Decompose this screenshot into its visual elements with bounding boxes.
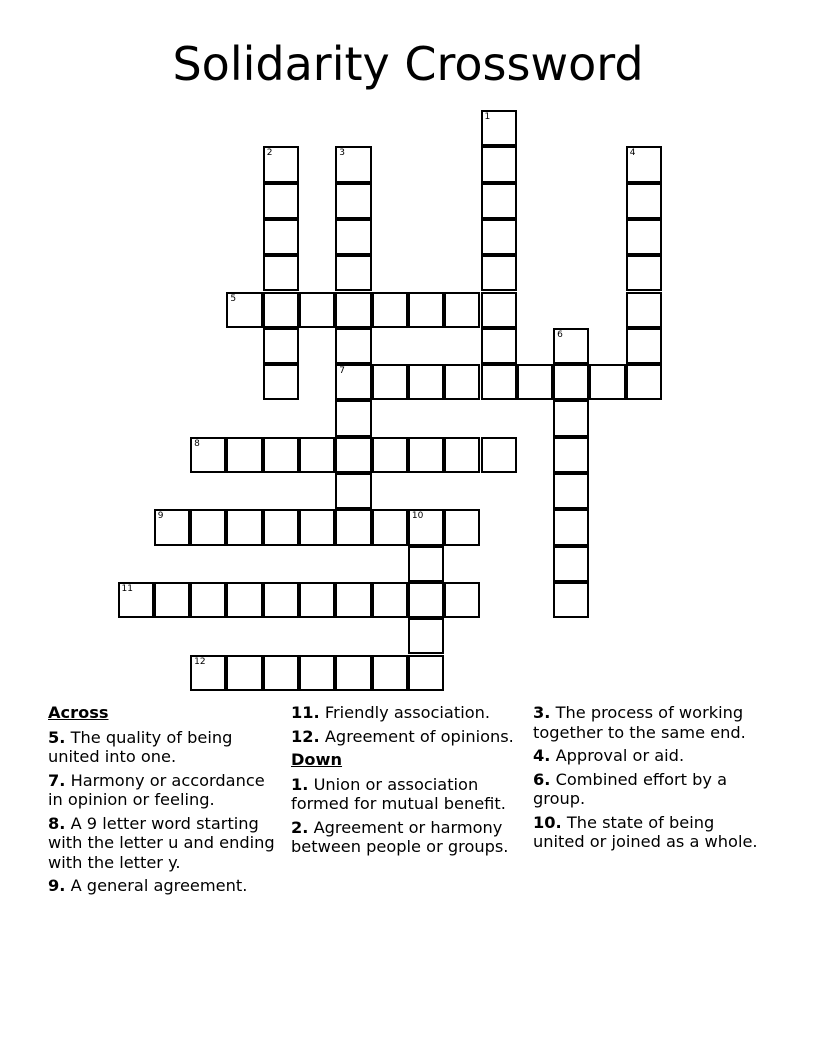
grid-cell[interactable]	[626, 219, 662, 255]
page-title: Solidarity Crossword	[172, 37, 644, 91]
clue-number: 1	[484, 112, 491, 122]
clue-down-4: 4. Approval or aid.	[533, 746, 685, 765]
clue-number: 12	[194, 656, 206, 667]
grid-cell[interactable]	[335, 183, 371, 219]
grid-cell[interactable]	[263, 655, 299, 691]
grid-cell[interactable]	[335, 364, 371, 400]
grid-cell[interactable]	[481, 183, 517, 219]
clues-column-2	[291, 703, 523, 861]
grid-cell[interactable]	[226, 509, 262, 545]
grid-cell[interactable]	[263, 509, 299, 545]
grid-cell[interactable]	[589, 364, 625, 400]
grid-cell[interactable]	[190, 582, 226, 618]
clue-down-1: 1. Union or association formed for mutual benefit.	[291, 774, 506, 813]
clue-number: 3	[339, 148, 346, 159]
clue-number: 11	[121, 583, 133, 594]
grid-cell[interactable]	[335, 437, 371, 473]
grid-cell[interactable]	[553, 509, 589, 545]
grid-cell[interactable]	[263, 437, 299, 473]
clue-number: 5	[230, 293, 237, 304]
grid-cell[interactable]	[408, 364, 444, 400]
clue-down-10: 10. The state of being united or joined as a whole.	[533, 812, 758, 851]
grid-cell[interactable]	[263, 582, 299, 618]
grid-cell[interactable]	[444, 292, 480, 328]
clue-across-11: 11. Friendly association.	[291, 703, 491, 722]
grid-cell[interactable]	[626, 292, 662, 328]
grid-cell[interactable]	[553, 328, 589, 364]
grid-cell[interactable]	[226, 582, 262, 618]
clue-number: 4	[629, 148, 636, 159]
grid-cell[interactable]	[299, 437, 335, 473]
grid-cell[interactable]	[263, 146, 299, 182]
grid-cell[interactable]	[335, 473, 371, 509]
grid-cell[interactable]	[481, 292, 517, 328]
grid-cell[interactable]	[154, 582, 190, 618]
grid-cell[interactable]	[335, 655, 371, 691]
clue-number: 2	[266, 148, 273, 159]
grid-cell[interactable]	[626, 364, 662, 400]
grid-cell[interactable]	[444, 437, 480, 473]
grid-cell[interactable]	[335, 255, 371, 291]
clue-number: 6	[557, 329, 563, 340]
grid-cell[interactable]	[372, 292, 408, 328]
down-heading: Down	[291, 750, 343, 769]
grid-cell[interactable]	[372, 655, 408, 691]
grid-cell[interactable]	[408, 437, 444, 473]
grid-cell[interactable]	[408, 655, 444, 691]
grid-cell[interactable]	[335, 582, 371, 618]
clue-down-6: 6. Combined effort by a group.	[533, 769, 728, 808]
grid-cell[interactable]	[372, 437, 408, 473]
grid-cell[interactable]	[481, 364, 517, 400]
grid-cell[interactable]	[444, 582, 480, 618]
grid-cell[interactable]	[481, 255, 517, 291]
grid-cell[interactable]	[517, 364, 553, 400]
grid-cell[interactable]	[626, 146, 662, 182]
grid-cell[interactable]	[335, 146, 371, 182]
grid-cell[interactable]	[444, 509, 480, 545]
grid-cell[interactable]	[372, 582, 408, 618]
grid-cell[interactable]	[372, 509, 408, 545]
clue-number: 10	[411, 511, 424, 522]
grid-cell[interactable]	[481, 328, 517, 364]
clue-across-8: 8. A 9 letter word starting with the letter u and ending with the letter y.	[48, 813, 275, 872]
clue-down-2: 2. Agreement or harmony between people or groups.	[291, 817, 509, 856]
grid-cell[interactable]	[190, 437, 226, 473]
grid-cell[interactable]	[190, 509, 226, 545]
clue-number: 8	[194, 438, 200, 449]
grid-cell[interactable]	[226, 437, 262, 473]
grid-cell[interactable]	[408, 292, 444, 328]
grid-cell[interactable]	[226, 292, 262, 328]
grid-cell[interactable]	[553, 437, 589, 473]
clues-column-1	[48, 703, 280, 900]
grid-cell[interactable]	[372, 364, 408, 400]
grid-cell[interactable]	[553, 400, 589, 436]
clue-across-5: 5. The quality of being united into one.	[48, 727, 233, 766]
grid-cell[interactable]	[263, 219, 299, 255]
grid-cell[interactable]	[408, 618, 444, 654]
grid-cell[interactable]	[481, 110, 517, 146]
grid-cell[interactable]	[299, 509, 335, 545]
grid-cell[interactable]	[626, 183, 662, 219]
grid-cell[interactable]	[226, 655, 262, 691]
grid-cell[interactable]	[553, 582, 589, 618]
clue-number: 9	[157, 511, 164, 522]
grid-cell[interactable]	[481, 437, 517, 473]
grid-cell[interactable]	[263, 183, 299, 219]
grid-cell[interactable]	[263, 364, 299, 400]
grid-cell[interactable]	[444, 364, 480, 400]
grid-cell[interactable]	[553, 546, 589, 582]
grid-cell[interactable]	[481, 219, 517, 255]
grid-cell[interactable]	[263, 328, 299, 364]
clue-number: 7	[339, 366, 346, 377]
grid-cell[interactable]	[335, 509, 371, 545]
grid-cell[interactable]	[299, 292, 335, 328]
clues-column-3	[533, 703, 765, 856]
clue-down-3: 3. The process of working together to the same end.	[533, 703, 746, 742]
grid-cell[interactable]	[118, 582, 154, 618]
clue-across-9: 9. A general agreement.	[48, 876, 248, 895]
grid-cell[interactable]	[335, 219, 371, 255]
across-heading: Across	[48, 703, 109, 722]
grid-cell[interactable]	[408, 582, 444, 618]
grid-cell[interactable]	[299, 582, 335, 618]
grid-cell[interactable]	[553, 473, 589, 509]
grid-cell[interactable]	[335, 328, 371, 364]
grid-cell[interactable]	[335, 400, 371, 436]
grid-cell[interactable]	[335, 292, 371, 328]
grid-cell[interactable]	[626, 328, 662, 364]
grid-cell[interactable]	[263, 255, 299, 291]
clue-across-7: 7. Harmony or accordance in opinion or feeling.	[48, 770, 265, 809]
grid-cell[interactable]	[154, 509, 190, 545]
grid-cell[interactable]	[553, 364, 589, 400]
clue-across-12: 12. Agreement of opinions.	[291, 726, 514, 746]
grid-cell[interactable]	[190, 655, 226, 691]
grid-cell[interactable]	[408, 509, 444, 545]
grid-cell[interactable]	[481, 146, 517, 182]
grid-cell[interactable]	[299, 655, 335, 691]
grid-cell[interactable]	[408, 546, 444, 582]
grid-cell[interactable]	[263, 292, 299, 328]
grid-cell[interactable]	[626, 255, 662, 291]
